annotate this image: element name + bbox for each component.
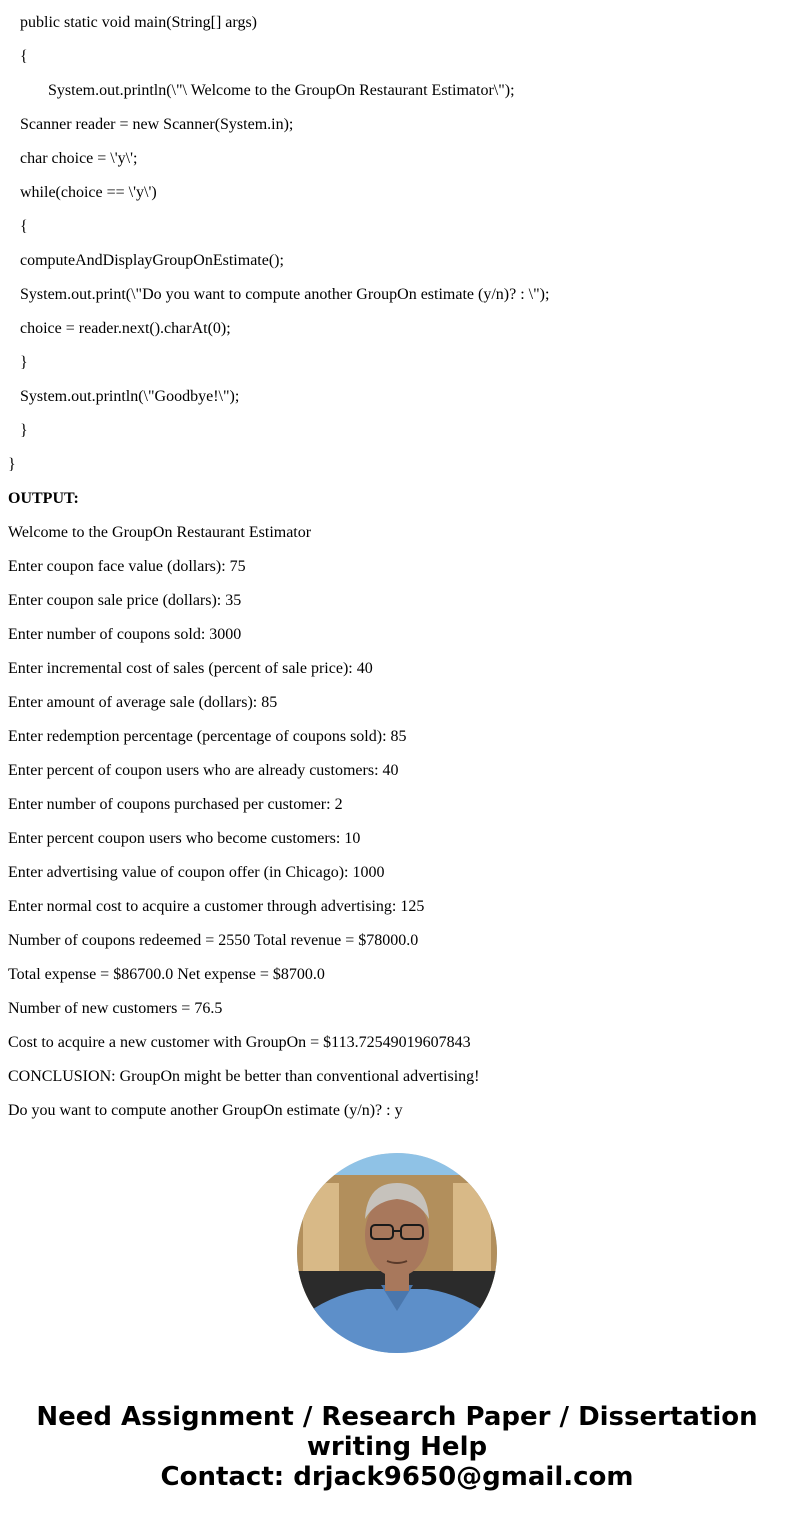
output-line: CONCLUSION: GroupOn might be better than conventional advertising! [8, 1068, 480, 1085]
code-line: while(choice == \'y\') [20, 184, 157, 201]
code-line: computeAndDisplayGroupOnEstimate(); [20, 252, 284, 269]
output-line: Enter number of coupons sold: 3000 [8, 626, 242, 643]
output-line: Enter percent of coupon users who are already customers: 40 [8, 762, 399, 779]
code-line: } [20, 422, 28, 439]
door-frame-right [453, 1183, 491, 1273]
output-heading: OUTPUT: [8, 490, 79, 507]
output-line: Enter incremental cost of sales (percent of sale price): 40 [8, 660, 373, 677]
output-line: Enter coupon face value (dollars): 75 [8, 558, 246, 575]
output-line: Enter amount of average sale (dollars): 85 [8, 694, 278, 711]
author-portrait-image [297, 1153, 497, 1353]
output-line: Enter coupon sale price (dollars): 35 [8, 592, 242, 609]
code-listing [8, 6, 788, 482]
author-avatar [297, 1153, 497, 1353]
code-line: Scanner reader = new Scanner(System.in); [20, 116, 294, 133]
code-line: public static void main(String[] args) [20, 14, 257, 31]
code-line: char choice = \'y\'; [20, 150, 138, 167]
code-line: System.out.println(\"\ Welcome to the GroupOn Restaurant Estimator\"); [48, 82, 515, 99]
output-line: Welcome to the GroupOn Restaurant Estimator [8, 524, 312, 541]
door-frame-left [303, 1183, 339, 1273]
promo-line-2: writing Help [306, 1432, 488, 1462]
output-line: Number of new customers = 76.5 [8, 1000, 223, 1017]
output-line: Enter normal cost to acquire a customer through advertising: 125 [8, 898, 425, 915]
promo-line-1: Need Assignment / Research Paper / Dissertation [36, 1402, 758, 1432]
output-line: Total expense = $86700.0 Net expense = $8700.0 [8, 966, 325, 983]
code-line: { [20, 48, 28, 65]
output-line: Number of coupons redeemed = 2550 Total revenue = $78000.0 [8, 932, 419, 949]
output-line: Enter percent coupon users who become customers: 10 [8, 830, 361, 847]
promo-banner [0, 1402, 794, 1492]
output-line: Enter redemption percentage (percentage of coupons sold): 85 [8, 728, 407, 745]
code-line: } [8, 456, 16, 473]
output-line: Cost to acquire a new customer with GroupOn = $113.72549019607843 [8, 1034, 471, 1051]
output-line: Do you want to compute another GroupOn estimate (y/n)? : y [8, 1102, 403, 1119]
code-line: } [20, 354, 28, 371]
code-line: { [20, 218, 28, 235]
promo-contact: Contact: drjack9650@gmail.com [160, 1462, 634, 1492]
code-line: choice = reader.next().charAt(0); [20, 320, 231, 337]
output-line: Enter number of coupons purchased per customer: 2 [8, 796, 343, 813]
code-line: System.out.println(\"Goodbye!\"); [20, 388, 240, 405]
output-line: Enter advertising value of coupon offer (in Chicago): 1000 [8, 864, 385, 881]
program-output [8, 482, 788, 1128]
code-line: System.out.print(\"Do you want to compute another GroupOn estimate (y/n)? : \"); [20, 286, 550, 303]
